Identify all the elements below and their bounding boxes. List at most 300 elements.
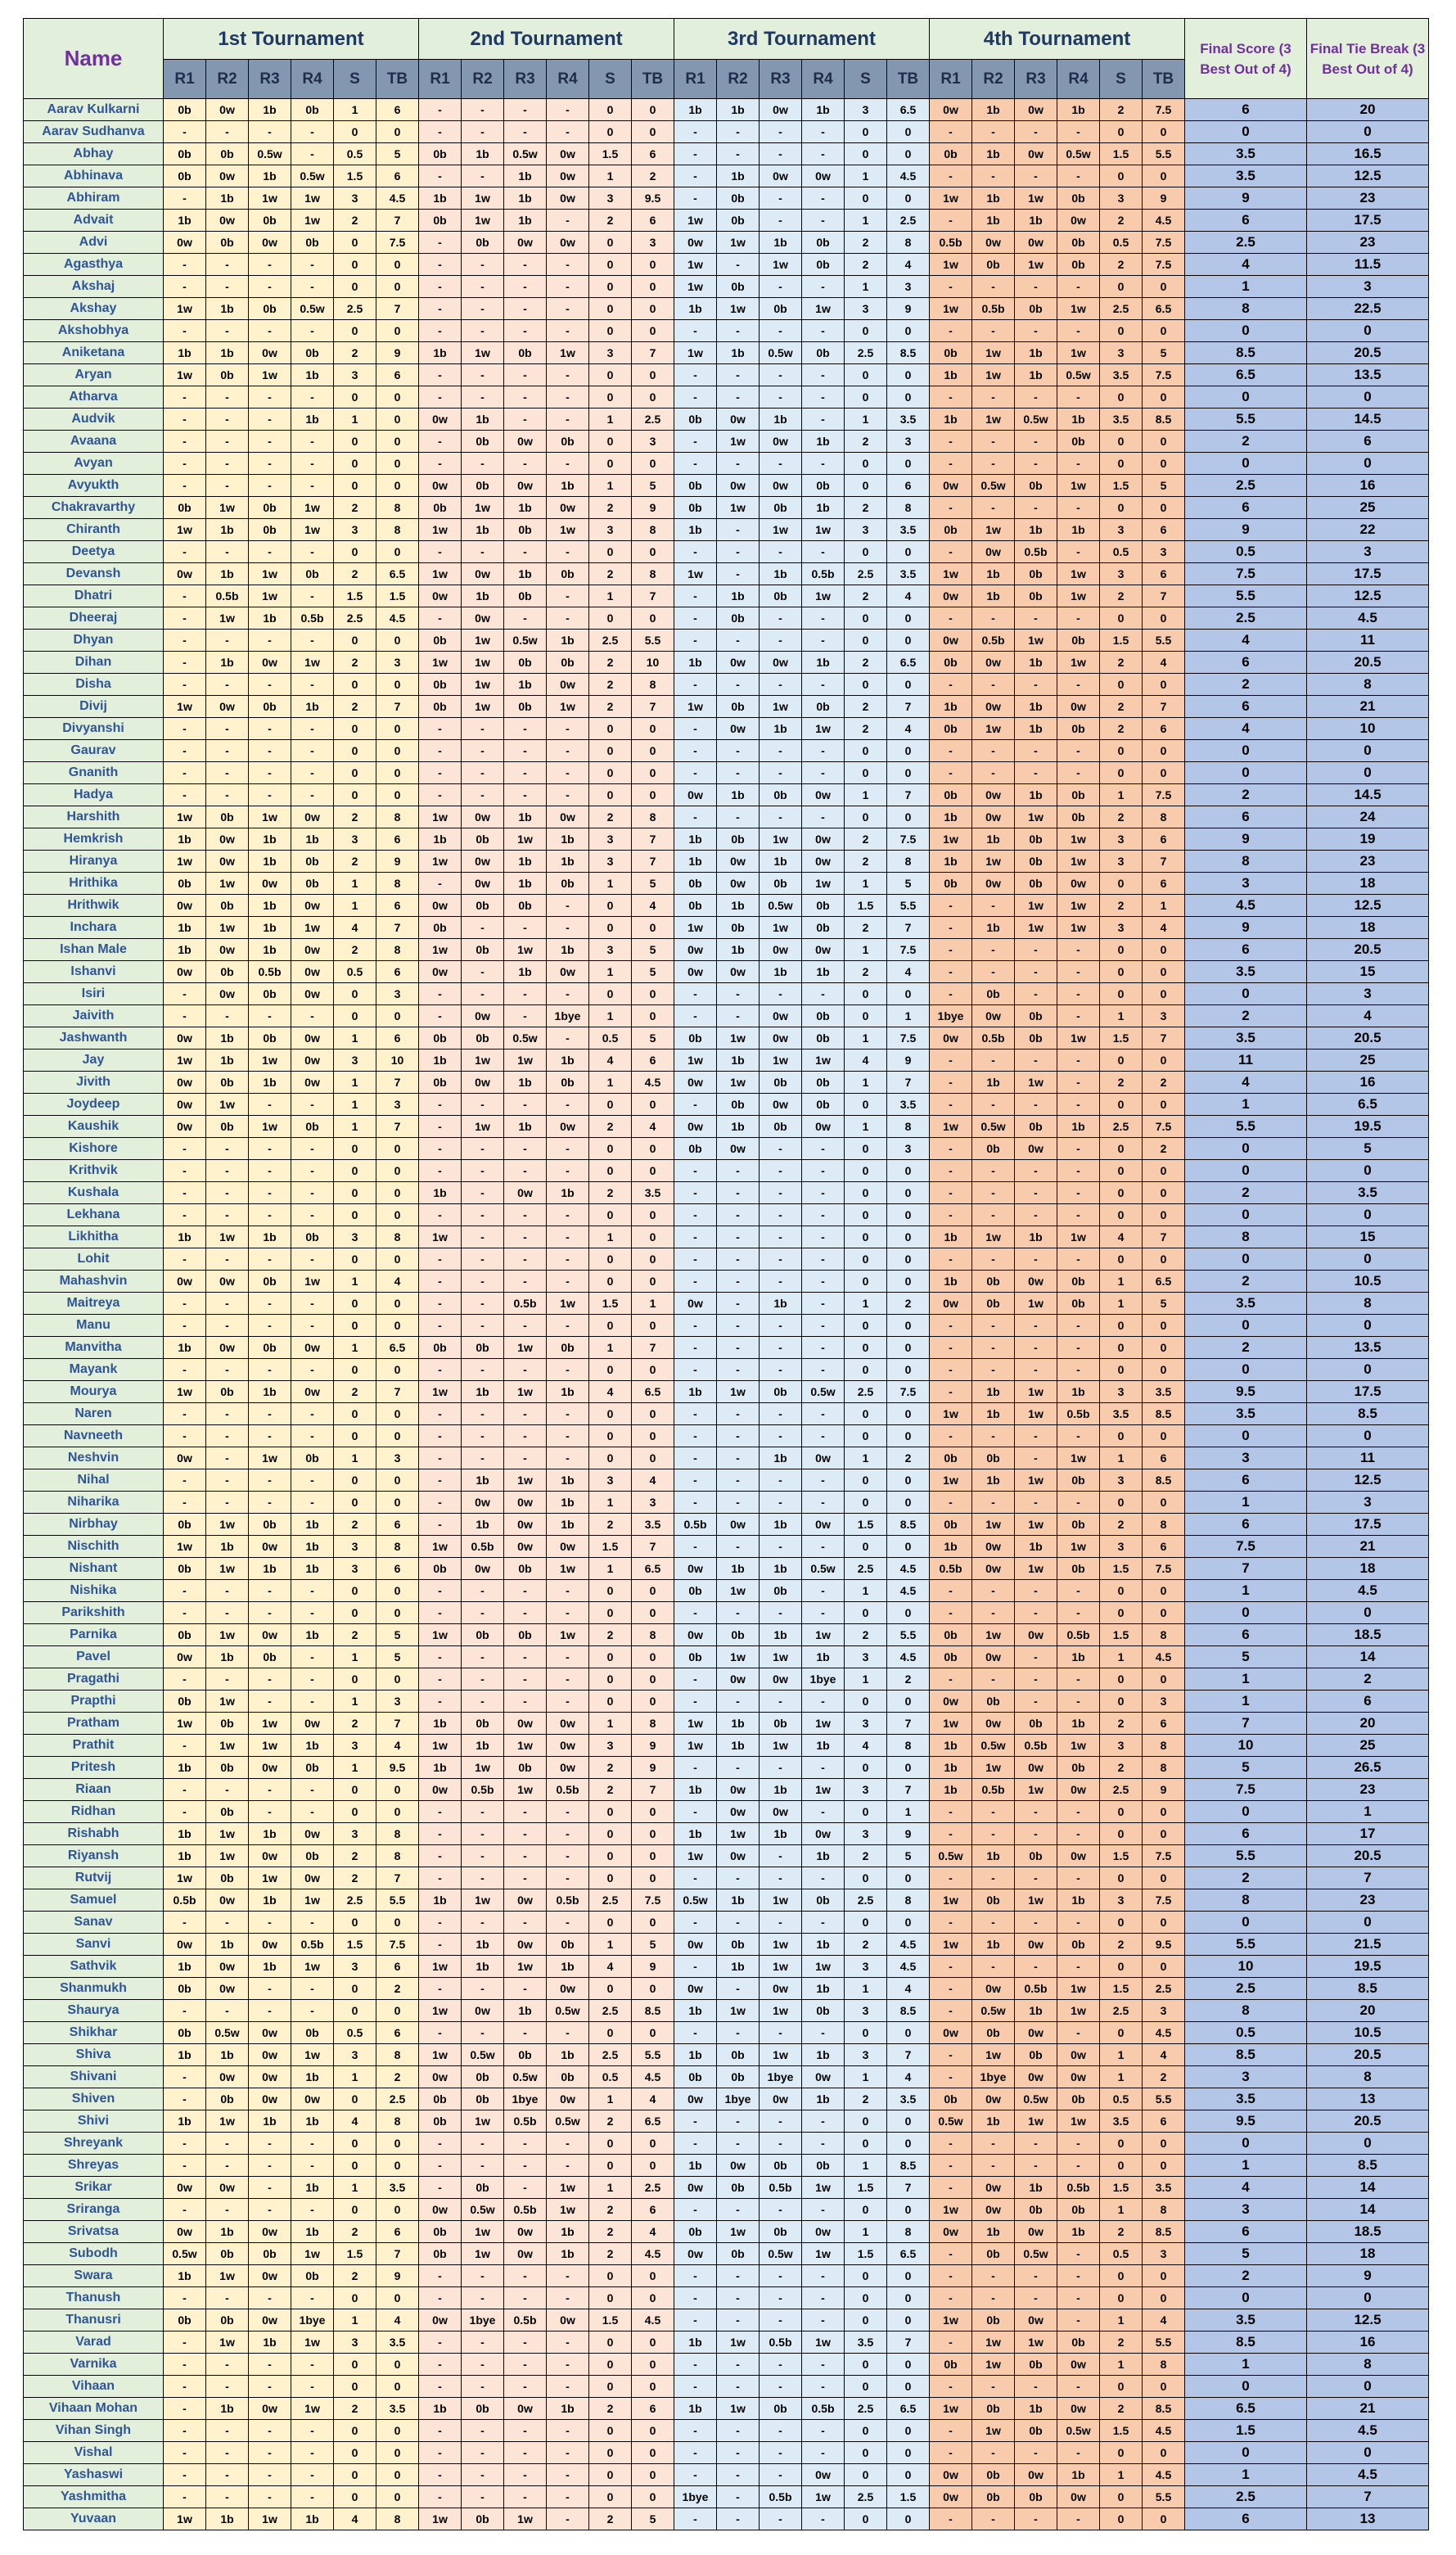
result-cell: 0b: [291, 1226, 334, 1248]
result-cell: 0b: [249, 1514, 291, 1536]
result-cell: -: [1057, 1005, 1100, 1027]
result-cell: -: [930, 1204, 972, 1226]
final-score-cell: 2.5: [1185, 475, 1307, 497]
result-cell: 0b: [760, 497, 802, 519]
result-cell: 2: [589, 497, 632, 519]
result-cell: 7: [887, 784, 930, 806]
result-cell: -: [249, 1160, 291, 1182]
result-cell: 0.5: [1100, 541, 1143, 563]
result-cell: 5.5: [376, 1889, 419, 1912]
tournament-3-header: 3rd Tournament: [674, 19, 930, 60]
result-cell: 0b: [206, 1381, 249, 1403]
result-cell: 0w: [972, 652, 1015, 674]
result-cell: -: [249, 2177, 291, 2199]
result-cell: 0b: [547, 873, 589, 895]
result-cell: 6: [632, 2398, 674, 2420]
result-cell: 1w: [1015, 1293, 1057, 1315]
result-cell: 0b: [674, 475, 717, 497]
player-name: Shreyank: [24, 2133, 164, 2155]
result-cell: 1w: [206, 2332, 249, 2354]
result-cell: -: [760, 187, 802, 210]
result-cell: 1w: [717, 1381, 760, 1403]
result-cell: -: [972, 1160, 1015, 1182]
result-cell: 0.5w: [504, 630, 547, 652]
player-name: Deetya: [24, 541, 164, 563]
result-cell: -: [760, 1271, 802, 1293]
result-cell: 0.5b: [760, 2332, 802, 2354]
result-cell: 1b: [206, 298, 249, 320]
result-cell: 2: [589, 1779, 632, 1801]
result-cell: -: [291, 386, 334, 409]
result-cell: -: [1057, 740, 1100, 762]
result-cell: 0.5w: [504, 1027, 547, 1050]
result-cell: -: [717, 1867, 760, 1889]
result-cell: -: [1057, 1823, 1100, 1845]
result-cell: -: [419, 1403, 462, 1425]
result-cell: -: [206, 1912, 249, 1934]
result-cell: 0.5w: [802, 1558, 845, 1580]
result-cell: 0: [1143, 2508, 1185, 2530]
result-cell: -: [1015, 1160, 1057, 1182]
result-cell: -: [802, 607, 845, 630]
result-cell: 0: [632, 1271, 674, 1293]
result-cell: 0w: [547, 187, 589, 210]
result-cell: -: [674, 1248, 717, 1271]
final-tiebreak-cell: 13: [1307, 2508, 1429, 2530]
final-tiebreak-cell: 15: [1307, 961, 1429, 983]
player-name: Avaana: [24, 431, 164, 453]
result-cell: -: [504, 1602, 547, 1624]
result-cell: -: [802, 2110, 845, 2133]
result-cell: 0w: [249, 2265, 291, 2287]
result-cell: 0: [334, 386, 376, 409]
result-cell: 3: [334, 187, 376, 210]
result-cell: 0w: [930, 2486, 972, 2508]
result-cell: -: [717, 453, 760, 475]
result-cell: 1w: [164, 2508, 206, 2530]
result-cell: -: [504, 1226, 547, 1248]
result-cell: -: [291, 1425, 334, 1447]
result-cell: -: [164, 2354, 206, 2376]
result-cell: 0: [887, 121, 930, 143]
result-cell: 7.5: [1143, 1558, 1185, 1580]
t2-r4-header: R4: [547, 60, 589, 99]
result-cell: 0: [1100, 165, 1143, 187]
result-cell: 0.5b: [1015, 541, 1057, 563]
result-cell: 1w: [164, 298, 206, 320]
result-cell: 1b: [1015, 1226, 1057, 1248]
result-cell: 0: [845, 187, 887, 210]
result-cell: -: [164, 1602, 206, 1624]
result-cell: -: [930, 1492, 972, 1514]
final-tiebreak-cell: 6.5: [1307, 1094, 1429, 1116]
t2-r3-header: R3: [504, 60, 547, 99]
result-cell: 1b: [972, 2221, 1015, 2243]
result-cell: 0: [334, 983, 376, 1005]
result-cell: -: [717, 1492, 760, 1514]
result-cell: -: [547, 1912, 589, 1934]
result-cell: 6: [632, 2199, 674, 2221]
result-cell: 2: [589, 2243, 632, 2265]
result-cell: -: [1057, 2022, 1100, 2044]
result-cell: 0w: [972, 696, 1015, 718]
result-cell: 0: [632, 1403, 674, 1425]
result-cell: 0: [334, 1801, 376, 1823]
result-cell: 0: [589, 1271, 632, 1293]
result-cell: 1w: [717, 1027, 760, 1050]
result-cell: 6: [376, 1514, 419, 1536]
result-cell: 0: [1100, 1094, 1143, 1116]
result-cell: 7: [376, 298, 419, 320]
result-cell: 0: [845, 1757, 887, 1779]
result-cell: -: [717, 2442, 760, 2464]
result-cell: 7.5: [887, 1381, 930, 1403]
result-cell: -: [717, 2133, 760, 2155]
player-name: Shreyas: [24, 2155, 164, 2177]
result-cell: 0.5b: [760, 2177, 802, 2199]
result-cell: -: [164, 1912, 206, 1934]
result-cell: 2: [845, 2088, 887, 2110]
result-cell: 0w: [547, 2309, 589, 2332]
result-cell: -: [504, 1801, 547, 1823]
table-row: [24, 961, 1429, 983]
result-cell: 0: [1143, 121, 1185, 143]
result-cell: 4: [589, 1050, 632, 1072]
result-cell: 0b: [419, 1027, 462, 1050]
result-cell: 6.5: [376, 563, 419, 585]
table-row: [24, 585, 1429, 607]
result-cell: -: [547, 784, 589, 806]
result-cell: 1b: [504, 210, 547, 232]
result-cell: 1b: [249, 607, 291, 630]
result-cell: 0b: [206, 961, 249, 983]
result-cell: 1: [334, 873, 376, 895]
player-name: Atharva: [24, 386, 164, 409]
result-cell: 1w: [291, 2332, 334, 2354]
result-cell: -: [1057, 939, 1100, 961]
result-cell: 1w: [419, 1226, 462, 1248]
result-cell: 7.5: [1143, 254, 1185, 276]
result-cell: 0b: [1015, 585, 1057, 607]
result-cell: -: [164, 2000, 206, 2022]
table-row: [24, 2066, 1429, 2088]
result-cell: -: [1015, 431, 1057, 453]
player-name: Jivith: [24, 1072, 164, 1094]
result-cell: 0b: [802, 475, 845, 497]
player-name: Audvik: [24, 409, 164, 431]
result-cell: 3: [1100, 1735, 1143, 1757]
result-cell: -: [249, 1315, 291, 1337]
final-score-cell: 0.5: [1185, 2022, 1307, 2044]
result-cell: 3.5: [887, 1094, 930, 1116]
result-cell: 0.5w: [972, 1735, 1015, 1757]
final-tiebreak-cell: 24: [1307, 806, 1429, 828]
result-cell: 1b: [547, 1182, 589, 1204]
result-cell: 1b: [1057, 409, 1100, 431]
result-cell: 1b: [249, 1823, 291, 1845]
result-cell: 0: [1143, 1182, 1185, 1204]
result-cell: -: [419, 1315, 462, 1337]
result-cell: 1w: [291, 187, 334, 210]
result-cell: 0w: [547, 806, 589, 828]
result-cell: 1w: [1057, 652, 1100, 674]
result-cell: -: [249, 475, 291, 497]
result-cell: 0b: [717, 187, 760, 210]
result-cell: 1b: [802, 1934, 845, 1956]
result-cell: 1b: [547, 828, 589, 851]
result-cell: 3: [589, 851, 632, 873]
result-cell: 0: [376, 1138, 419, 1160]
result-cell: -: [504, 1845, 547, 1867]
result-cell: 3: [845, 1779, 887, 1801]
result-cell: 4.5: [1143, 1646, 1185, 1668]
result-cell: 1b: [717, 1558, 760, 1580]
result-cell: 1w: [717, 232, 760, 254]
result-cell: 0w: [717, 1668, 760, 1691]
result-cell: 0: [1100, 762, 1143, 784]
result-cell: -: [249, 1912, 291, 1934]
result-cell: 0: [845, 2442, 887, 2464]
final-tiebreak-cell: 13.5: [1307, 1337, 1429, 1359]
result-cell: 1w: [930, 1116, 972, 1138]
result-cell: -: [1057, 607, 1100, 630]
result-cell: 0b: [760, 2155, 802, 2177]
result-cell: 1w: [1057, 1735, 1100, 1757]
result-cell: 10: [632, 652, 674, 674]
result-cell: -: [802, 740, 845, 762]
result-cell: 1: [334, 1027, 376, 1050]
result-cell: 0b: [930, 1646, 972, 1668]
result-cell: -: [249, 320, 291, 342]
result-cell: 1w: [760, 1735, 802, 1757]
result-cell: -: [504, 298, 547, 320]
result-cell: 3: [589, 1735, 632, 1757]
result-cell: 0: [589, 254, 632, 276]
result-cell: 7: [887, 696, 930, 718]
table-row: [24, 1072, 1429, 1094]
result-cell: 1b: [206, 1027, 249, 1050]
result-cell: -: [164, 1801, 206, 1823]
final-tiebreak-cell: 20: [1307, 2000, 1429, 2022]
result-cell: 2: [334, 652, 376, 674]
result-cell: -: [674, 1492, 717, 1514]
result-cell: -: [1015, 961, 1057, 983]
result-cell: -: [547, 1691, 589, 1713]
result-cell: -: [1057, 762, 1100, 784]
result-cell: -: [1015, 939, 1057, 961]
result-cell: 2: [1100, 2221, 1143, 2243]
result-cell: 1b: [1015, 652, 1057, 674]
result-cell: -: [462, 2354, 504, 2376]
result-cell: 3.5: [1143, 1381, 1185, 1403]
t4-s-header: S: [1100, 60, 1143, 99]
result-cell: 0: [334, 2486, 376, 2508]
result-cell: -: [547, 409, 589, 431]
result-cell: 1b: [972, 585, 1015, 607]
result-cell: -: [504, 983, 547, 1005]
result-cell: -: [1015, 1956, 1057, 1978]
result-cell: -: [674, 1469, 717, 1492]
result-cell: 0: [376, 409, 419, 431]
result-cell: 2: [845, 585, 887, 607]
result-cell: 0w: [930, 2221, 972, 2243]
result-cell: 0b: [419, 2088, 462, 2110]
result-cell: 0: [845, 1160, 887, 1182]
result-cell: -: [1015, 1425, 1057, 1447]
t3-r4-header: R4: [802, 60, 845, 99]
final-tiebreak-cell: 0: [1307, 1425, 1429, 1447]
result-cell: 3: [632, 431, 674, 453]
result-cell: 0: [589, 1691, 632, 1713]
result-cell: -: [419, 2486, 462, 2508]
result-cell: 1b: [717, 342, 760, 364]
final-tiebreak-cell: 14: [1307, 2177, 1429, 2199]
result-cell: 1w: [930, 298, 972, 320]
result-cell: 0: [845, 1801, 887, 1823]
result-cell: -: [164, 2332, 206, 2354]
final-tiebreak-cell: 13: [1307, 2088, 1429, 2110]
result-cell: 0w: [1057, 873, 1100, 895]
result-cell: 0w: [1015, 143, 1057, 165]
result-cell: -: [1015, 740, 1057, 762]
result-cell: 1b: [206, 2044, 249, 2066]
result-cell: -: [760, 1757, 802, 1779]
result-cell: 0b: [206, 232, 249, 254]
result-cell: 0: [887, 2354, 930, 2376]
result-cell: -: [1057, 497, 1100, 519]
result-cell: 1b: [164, 2110, 206, 2133]
player-name: Mourya: [24, 1381, 164, 1403]
result-cell: 0: [845, 320, 887, 342]
result-cell: 0.5b: [930, 232, 972, 254]
result-cell: -: [206, 1005, 249, 1027]
result-cell: 2: [1100, 806, 1143, 828]
result-cell: 1: [589, 1072, 632, 1094]
result-cell: 0w: [674, 1978, 717, 2000]
result-cell: 0: [334, 2376, 376, 2398]
result-cell: -: [930, 1801, 972, 1823]
result-cell: 2: [1100, 1934, 1143, 1956]
result-cell: 1: [1100, 2044, 1143, 2066]
result-cell: 1b: [419, 2398, 462, 2420]
result-cell: -: [419, 1271, 462, 1293]
result-cell: 1w: [1057, 2110, 1100, 2133]
result-cell: 0b: [802, 254, 845, 276]
result-cell: 0w: [1057, 2044, 1100, 2066]
result-cell: 0w: [291, 1050, 334, 1072]
final-score-cell: 3: [1185, 2066, 1307, 2088]
result-cell: 2: [334, 696, 376, 718]
result-cell: 1b: [547, 630, 589, 652]
result-cell: 0: [1100, 2155, 1143, 2177]
result-cell: 0: [334, 630, 376, 652]
result-cell: 1b: [930, 806, 972, 828]
result-cell: 2: [845, 1934, 887, 1956]
result-cell: 2: [376, 2066, 419, 2088]
result-cell: 0: [589, 431, 632, 453]
result-cell: -: [547, 1138, 589, 1160]
result-cell: 0w: [802, 1447, 845, 1469]
table-row: [24, 1027, 1429, 1050]
result-cell: 1b: [802, 1978, 845, 2000]
result-cell: 0: [376, 762, 419, 784]
result-cell: 0w: [291, 2088, 334, 2110]
result-cell: -: [674, 431, 717, 453]
result-cell: 0: [589, 2464, 632, 2486]
result-cell: -: [972, 961, 1015, 983]
final-score-cell: 2.5: [1185, 232, 1307, 254]
t2-r1-header: R1: [419, 60, 462, 99]
result-cell: 0: [887, 1160, 930, 1182]
result-cell: -: [802, 762, 845, 784]
player-name: Yuvaan: [24, 2508, 164, 2530]
player-name: Nihal: [24, 1469, 164, 1492]
result-cell: -: [930, 210, 972, 232]
result-cell: 1w: [164, 1536, 206, 1558]
result-cell: 3: [1100, 563, 1143, 585]
result-cell: -: [760, 2508, 802, 2530]
player-name: Dheeraj: [24, 607, 164, 630]
result-cell: 7: [376, 917, 419, 939]
result-cell: -: [462, 2420, 504, 2442]
final-tiebreak-cell: 8: [1307, 674, 1429, 696]
result-cell: -: [760, 2442, 802, 2464]
result-cell: 1b: [717, 1713, 760, 1735]
result-cell: 7: [632, 585, 674, 607]
final-score-cell: 5: [1185, 2243, 1307, 2265]
final-score-cell: 10: [1185, 1735, 1307, 1757]
final-score-cell: 2: [1185, 1337, 1307, 1359]
player-name: Parikshith: [24, 1602, 164, 1624]
result-cell: 0w: [504, 1934, 547, 1956]
result-cell: -: [504, 1248, 547, 1271]
result-cell: 1b: [972, 1845, 1015, 1867]
result-cell: 6.5: [632, 1558, 674, 1580]
final-score-cell: 8: [1185, 1226, 1307, 1248]
result-cell: -: [930, 1248, 972, 1271]
result-cell: -: [760, 364, 802, 386]
result-cell: 2.5: [845, 2486, 887, 2508]
final-score-cell: 6: [1185, 2508, 1307, 2530]
result-cell: 0: [376, 1912, 419, 1934]
result-cell: 1w: [1057, 828, 1100, 851]
final-score-cell: 0: [1185, 983, 1307, 1005]
result-cell: -: [547, 2332, 589, 2354]
result-cell: -: [419, 298, 462, 320]
final-tiebreak-cell: 0: [1307, 121, 1429, 143]
result-cell: 1.5: [1100, 143, 1143, 165]
result-cell: -: [760, 1403, 802, 1425]
result-cell: -: [164, 2088, 206, 2110]
result-cell: -: [674, 1271, 717, 1293]
result-cell: 1: [334, 2309, 376, 2332]
result-cell: 0: [334, 1315, 376, 1337]
result-cell: -: [1015, 1248, 1057, 1271]
result-cell: 0: [632, 762, 674, 784]
result-cell: 9: [632, 1735, 674, 1757]
final-tiebreak-cell: 23: [1307, 187, 1429, 210]
final-score-cell: 6: [1185, 806, 1307, 828]
result-cell: 1w: [1015, 630, 1057, 652]
result-cell: 1w: [717, 1823, 760, 1845]
result-cell: -: [930, 2508, 972, 2530]
result-cell: 4: [334, 2110, 376, 2133]
result-cell: -: [674, 386, 717, 409]
result-cell: 0: [887, 1226, 930, 1248]
result-cell: 0w: [1057, 2486, 1100, 2508]
result-cell: 0: [1143, 1956, 1185, 1978]
result-cell: 7.5: [1143, 99, 1185, 121]
